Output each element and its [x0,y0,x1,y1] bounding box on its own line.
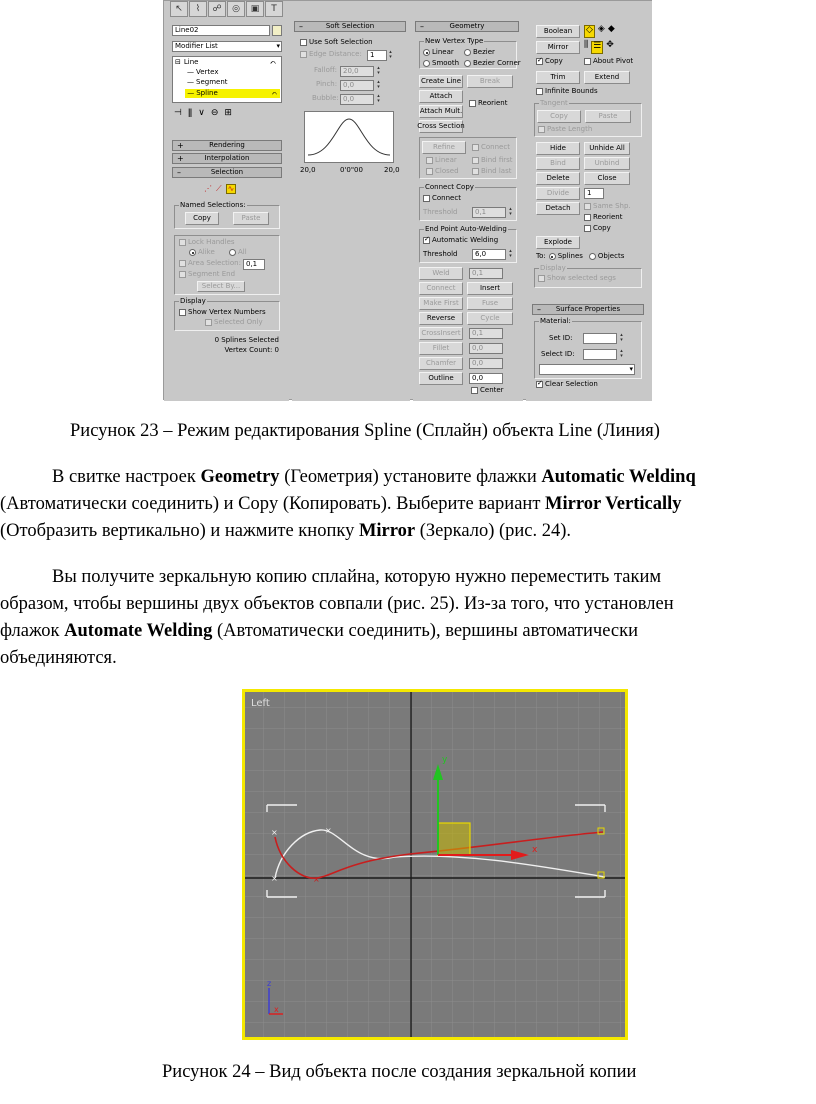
command-panel [164,1,289,401]
chevron-down-icon: ▾ [276,42,280,50]
set-id-label: Set ID: [549,334,573,342]
configure-sets-icon[interactable]: ⊞ [224,108,232,118]
weld-button[interactable]: Weld [419,267,463,280]
figure-23-caption: Рисунок 23 – Режим редактирования Spline (Сплайн) объекта Line (Линия) [70,421,660,441]
svg-text:×: × [271,828,278,837]
fillet-value[interactable]: 0,0 [469,343,503,354]
lightbulb-icon[interactable]: ᨈ [270,57,277,66]
bezier-radio[interactable]: Bezier [464,49,495,56]
intersection-icon[interactable]: ◆ [607,24,615,34]
detach-button[interactable]: Detach [536,202,580,215]
clear-selection-checkbox[interactable]: ✓ Clear Selection [536,381,598,388]
named-selections-group: Named Selections: Copy Paste [174,205,280,229]
bubble-label: Bubble: [312,94,339,102]
tangent-copy-button[interactable]: Copy [537,110,581,123]
splines-selected-status: 0 Splines Selected [214,336,279,344]
connect-checkbox[interactable]: Connect [472,144,510,151]
falloff-spinner[interactable]: ▴ ▾ [377,65,380,76]
tangent-paste-button[interactable]: Paste [585,110,631,123]
modifier-stack [172,56,282,103]
falloff-value[interactable]: 20,0 [340,66,374,77]
svg-text:×: × [325,826,332,835]
chevron-down-icon: ▾ [629,365,633,373]
stack-item-line[interactable]: ⊟ Line [175,58,199,66]
cycle-button[interactable]: Cycle [467,312,513,325]
paragraph-2-line-1: Вы получите зеркальную копию сплайна, которую нужно переместить таким [52,567,662,587]
paste-length-checkbox[interactable]: Paste Length [538,126,592,133]
pinch-label: Pinch: [316,80,338,88]
paragraph-2-line-3: флажок Automate Welding (Автоматически соединить), вершины автоматически [0,621,638,641]
attach-mult-button[interactable]: Attach Mult. [419,105,463,118]
linear-checkbox[interactable]: Linear [426,157,457,164]
objects-radio[interactable] [589,253,596,260]
hierarchy-icon[interactable]: ☍ [208,1,226,17]
threshold2-spinner[interactable]: ▴ ▾ [509,248,512,259]
mirror-horizontal-icon[interactable]: ⫼ [584,40,589,50]
threshold2-value[interactable]: 6,0 [472,249,506,260]
divide-button[interactable]: Divide [536,187,580,200]
extend-button[interactable]: Extend [584,71,630,84]
command-panel-tabs [170,1,286,17]
boolean-ops-icons [584,25,644,38]
closed-checkbox[interactable]: Closed [426,168,459,175]
segment-mode-icon[interactable]: ⟋ [216,184,222,193]
rollout-selection[interactable]: – Selection [172,167,282,178]
gizmo-plane-handle[interactable] [438,823,470,855]
outline-value[interactable]: 0,0 [469,373,503,384]
same-shp-checkbox[interactable]: Same Shp. [584,203,631,210]
unhide-all-button[interactable]: Unhide All [584,142,630,155]
rollout-rendering[interactable]: + Rendering [172,140,282,151]
bind-last-checkbox[interactable]: Bind last [472,168,511,175]
copy-button[interactable]: Copy [185,212,219,225]
cross-section-button[interactable]: Cross Section [419,120,463,133]
curve-axis-left: 20,0 [300,166,316,174]
figure-24-viewport[interactable] [242,689,628,1040]
selected-only-checkbox[interactable]: Selected Only [205,319,263,326]
outline-button[interactable]: Outline [419,372,463,385]
pinch-spinner[interactable]: ▴ ▾ [377,79,380,90]
paragraph-1-line-2: (Автоматически соединить) и Copy (Копировать). Выберите вариант Mirror Vertically [0,494,682,514]
svg-text:×: × [271,874,278,883]
paste-button[interactable]: Paste [233,212,269,225]
viewport-canvas [245,692,625,1037]
divide-value[interactable]: 1 [584,188,604,199]
paragraph-2 [0,564,816,672]
paragraph-1-line-1: В свитке настроек Geometry (Геометрия) установите флажки Automatic Weldinq [52,467,696,487]
bubble-spinner[interactable]: ▴ ▾ [377,93,380,104]
curve-axis-mid: 0'0"00 [340,166,363,174]
insert-button[interactable]: Insert [467,282,513,295]
viewport-grid [245,692,625,1037]
select-id-spinner[interactable]: ▴ ▾ [620,348,623,359]
hide-button[interactable]: Hide [536,142,580,155]
utilities-icon[interactable]: T [265,1,283,17]
threshold-value[interactable]: 0,1 [472,207,506,218]
refine-button[interactable]: Refine [422,141,466,154]
new-vertex-type-group: New Vertex Type Linear Bezier Smooth Bezier Corner [419,41,517,69]
automatic-welding-checkbox[interactable]: ✓ Automatic Welding [423,237,498,244]
axis-z-label: z [267,979,272,988]
threshold-spinner[interactable]: ▴ ▾ [509,206,512,217]
rollout-surface-properties[interactable]: – Surface Properties [532,304,644,315]
spline-mode-icon[interactable]: ∿ [227,184,235,193]
edge-distance-value[interactable]: 1 [367,50,387,61]
weld-value[interactable]: 0,1 [469,268,503,279]
connect-copy-checkbox[interactable]: Connect [423,195,461,202]
material-group: Material: Set ID: ▴ ▾ Select ID: ▴ ▾ ▾ [534,321,642,379]
curve-axis-right: 20,0 [384,166,400,174]
falloff-curve-graph [304,111,394,163]
all-radio[interactable]: All [229,249,247,256]
alike-radio[interactable]: Alike [189,249,215,256]
area-selection-value[interactable]: 0,1 [243,259,265,270]
bind-first-checkbox[interactable]: Bind first [472,157,513,164]
trim-button[interactable]: Trim [536,71,580,84]
attach-button[interactable]: Attach [419,90,463,103]
end-point-welding-group: End Point Auto-Welding ✓ Automatic Welding Threshold 6,0 ▴ ▾ [419,229,517,263]
mirror-vertical-icon[interactable]: ☰ [591,41,603,54]
paragraph-1 [0,464,816,545]
unbind-button[interactable]: Unbind [584,157,630,170]
geometry-panel-continued [526,1,652,401]
bezier-corner-radio[interactable]: Bezier Corner [464,60,521,67]
subobject-selection-icons [204,182,252,196]
stack-item-vertex[interactable]: — Vertex [187,68,219,76]
chamfer-button[interactable]: Chamfer [419,357,463,370]
vertex-mode-icon[interactable]: ⋰ [204,184,212,193]
union-icon[interactable]: ◇ [584,25,595,38]
display-icon[interactable]: ▣ [246,1,264,17]
reorient-checkbox[interactable]: Reorient [469,100,507,107]
modifier-list-label: Modifier List [175,42,218,50]
crossinsert-button[interactable]: CrossInsert [419,327,463,340]
about-pivot-checkbox[interactable]: About Pivot [584,58,633,65]
geometry-panel [413,1,523,401]
motion-icon[interactable]: ◎ [227,1,245,17]
copy-checkbox[interactable]: ✓ Copy [536,58,563,65]
infinite-bounds-checkbox[interactable]: Infinite Bounds [536,88,598,95]
linear-radio[interactable]: Linear [423,49,454,56]
pin-stack-icon[interactable]: ⊣ [174,108,182,118]
reverse-button[interactable]: Reverse [419,312,463,325]
figure-23-screenshot [163,0,652,400]
close-button[interactable]: Close [584,172,630,185]
crossinsert-value[interactable]: 0,1 [469,328,503,339]
paragraph-1-line-3: (Отобразить вертикально) и нажмите кнопку Mirror (Зеркало) (рис. 24). [0,521,572,541]
set-id-value[interactable] [583,333,617,344]
threshold2-label: Threshold [423,250,458,258]
stack-item-spline[interactable]: — Spline ᨈ [185,89,278,97]
make-unique-icon[interactable]: ∨ [198,108,205,118]
explode-button[interactable]: Explode [536,236,580,249]
stack-toolbar [174,109,282,121]
svg-text:×: × [313,875,320,884]
splines-radio[interactable] [549,253,556,260]
boolean-button[interactable]: Boolean [536,25,580,38]
detach-reorient-checkbox[interactable]: Reorient [584,214,622,221]
connect-copy-group: Connect Copy Connect Threshold 0,1 ▴ ▾ [419,187,517,221]
remove-modifier-icon[interactable]: ⊖ [210,108,219,118]
display-segs-group: Display Show selected segs [534,268,642,288]
paragraph-2-line-2: образом, чтобы вершины двух объектов совпали (рис. 25). Из-за того, что установлен [0,594,674,614]
gizmo-y-label: y [442,755,448,765]
segment-end-checkbox[interactable]: Segment End [179,271,235,278]
soft-selection-panel [292,1,410,401]
set-id-spinner[interactable]: ▴ ▾ [620,332,623,343]
create-line-button[interactable]: Create Line [419,75,463,88]
rollout-soft-selection[interactable]: – Soft Selection [294,21,406,32]
modifier-list-dropdown[interactable] [172,41,282,52]
show-end-result-icon[interactable]: ǁ [187,108,193,118]
rollout-interpolation[interactable]: + Interpolation [172,153,282,164]
select-id-value[interactable] [583,349,617,360]
center-checkbox[interactable]: Center [471,387,504,394]
pinch-value[interactable]: 0,0 [340,80,374,91]
fillet-button[interactable]: Fillet [419,342,463,355]
show-vertex-numbers-checkbox[interactable]: Show Vertex Numbers [179,309,266,316]
break-button[interactable]: Break [467,75,513,88]
select-id-label: Select ID: [541,350,575,358]
area-selection-checkbox[interactable]: Area Selection: [179,260,241,267]
spline-icon: ᨈ [272,89,278,97]
falloff-label: Falloff: [314,66,338,74]
mirror-button[interactable]: Mirror [536,41,580,54]
delete-button[interactable]: Delete [536,172,580,185]
bind-button[interactable]: Bind [536,157,580,170]
paragraph-2-line-4: объединяются. [0,648,117,668]
mirror-mode-icons [584,41,644,54]
connect-button[interactable]: Connect [419,282,463,295]
vertex-count-status: Vertex Count: 0 [224,346,279,354]
bubble-value[interactable]: 0,0 [340,94,374,105]
threshold-label: Threshold [423,208,458,216]
explode-to-row: To: Splines Objects [536,252,625,260]
object-color-swatch[interactable] [272,25,282,36]
show-selected-segs-checkbox[interactable]: Show selected segs [538,275,616,282]
display-group: Display Show Vertex Numbers Selected Only [174,301,280,331]
axis-x-label: x [274,1005,279,1014]
refine-group [419,137,517,179]
bend-icon[interactable]: ⌇ [189,1,207,17]
tangent-group: Tangent Copy Paste Paste Length [534,103,642,137]
viewport-label: Left [251,698,270,709]
make-first-button[interactable]: Make First [419,297,463,310]
gizmo-x-label: x [532,845,538,855]
lock-handles-checkbox[interactable]: Lock Handles [179,239,235,246]
use-soft-selection-checkbox[interactable]: Use Soft Selection [300,39,373,46]
smooth-radio[interactable]: Smooth [423,60,459,67]
subtraction-icon[interactable]: ◈ [597,24,605,34]
cursor-icon[interactable]: ↖ [170,1,188,17]
material-name-dropdown[interactable] [539,364,635,375]
rollout-geometry[interactable]: – Geometry [415,21,519,32]
chamfer-value[interactable]: 0,0 [469,358,503,369]
fuse-button[interactable]: Fuse [467,297,513,310]
edge-distance-checkbox[interactable]: Edge Distance: [300,51,362,58]
selection-options-group [174,235,280,295]
select-by-button[interactable]: Select By... [197,281,245,292]
stack-item-segment[interactable]: — Segment [187,78,228,86]
object-name-field[interactable]: Line02 [172,25,270,36]
figure-24-caption: Рисунок 24 – Вид объекта после создания зеркальной копии [162,1062,637,1082]
mirror-both-icon[interactable]: ✥ [606,40,614,50]
detach-copy-checkbox[interactable]: Copy [584,225,611,232]
edge-distance-spinner[interactable]: ▴ ▾ [389,49,392,60]
